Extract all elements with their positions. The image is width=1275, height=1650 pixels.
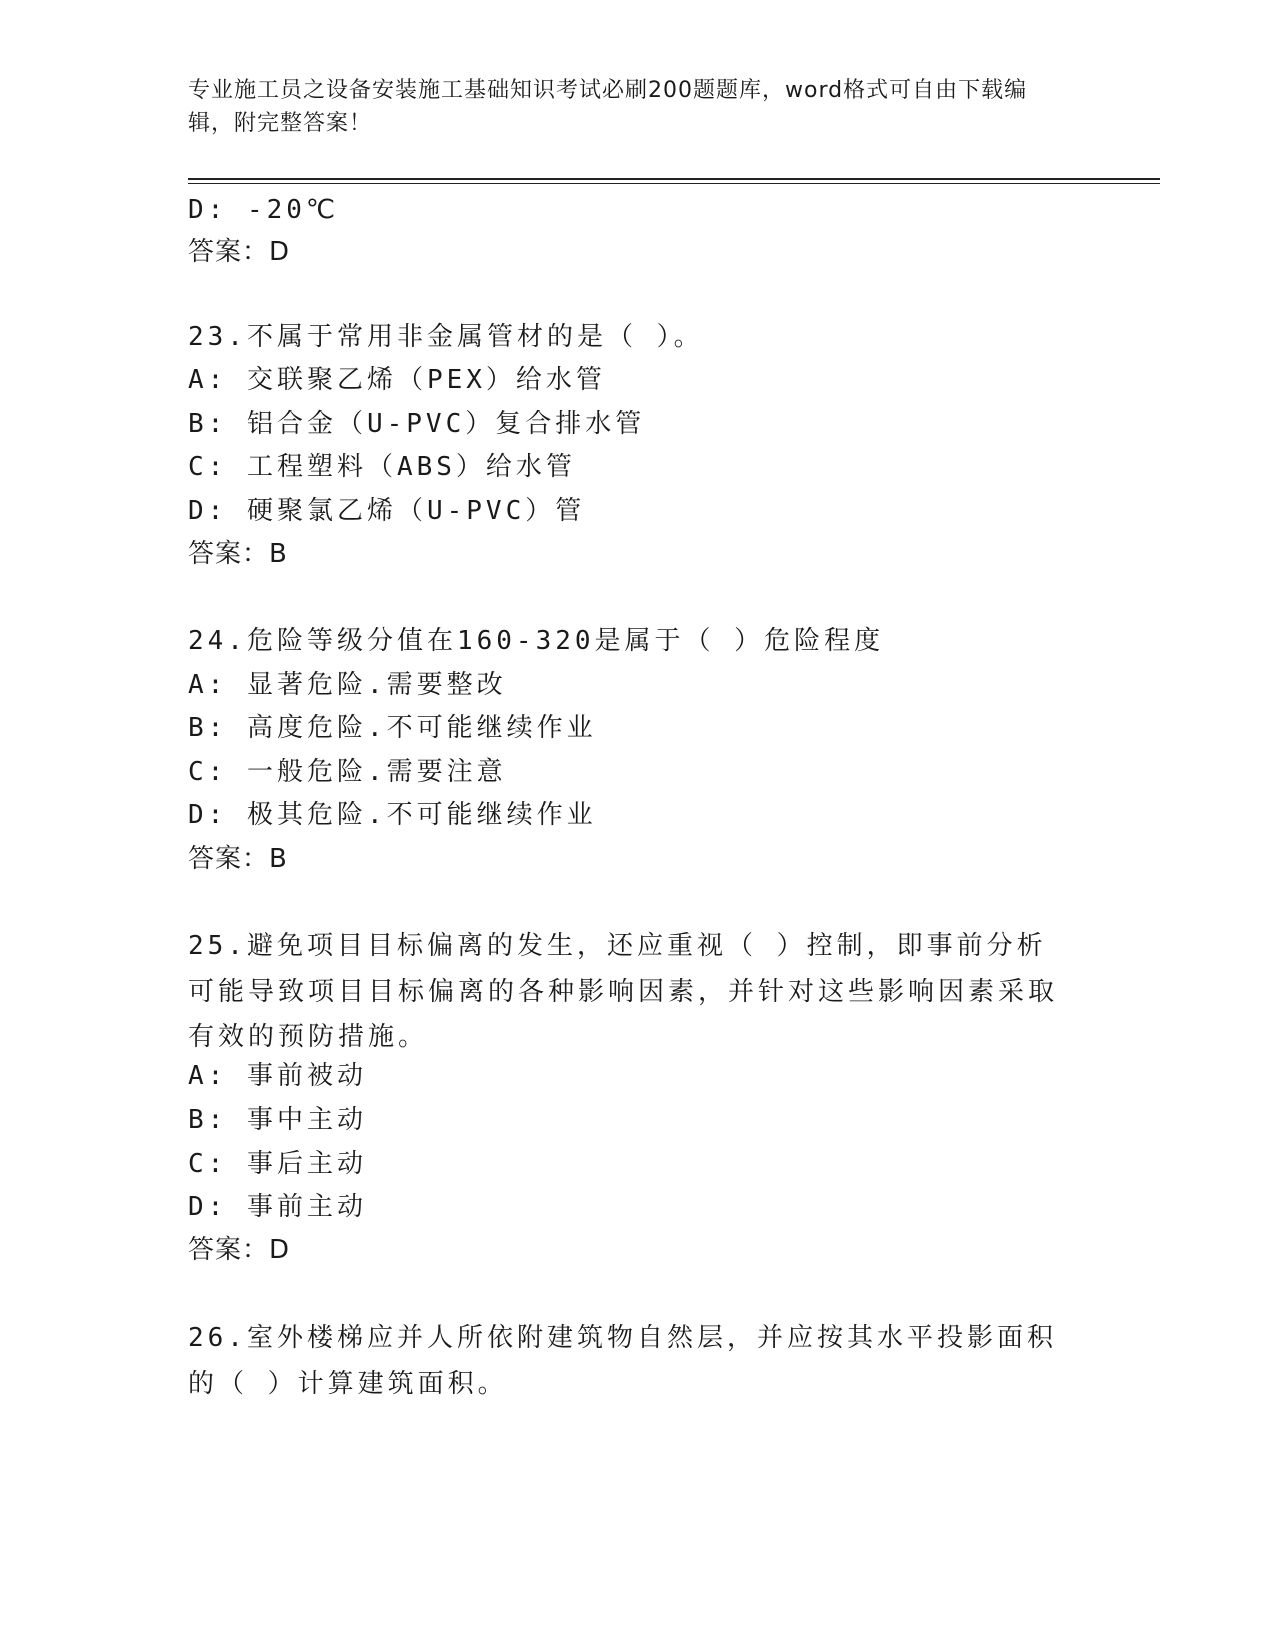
header-divider-thick (188, 178, 1160, 180)
q23-option-c: C: 工程塑料（ABS）给水管 (188, 452, 576, 482)
header-divider-thin (188, 183, 1160, 184)
q23-option-b: B: 铝合金（U-PVC）复合排水管 (188, 409, 646, 439)
q25-option-a: A: 事前被动 (188, 1061, 367, 1091)
q25-option-b: B: 事中主动 (188, 1105, 367, 1135)
q24-option-c: C: 一般危险.需要注意 (188, 757, 507, 787)
q23-option-a: A: 交联聚乙烯（PEX）给水管 (188, 365, 606, 395)
q24-answer: 答案：B (188, 844, 288, 874)
q23-option-d: D: 硬聚氯乙烯（U-PVC）管 (188, 496, 586, 526)
q24-stem: 24.危险等级分值在160-320是属于（ ）危险程度 (188, 626, 885, 656)
q26-stem: 26.室外楼梯应并人所依附建筑物自然层，并应按其水平投影面积的（ ）计算建筑面积。 (188, 1323, 1057, 1399)
q23-answer: 答案：B (188, 539, 288, 569)
q24-option-d: D: 极其危险.不可能继续作业 (188, 800, 597, 830)
q24-option-b: B: 高度危险.不可能继续作业 (188, 713, 597, 743)
document-header: 专业施工员之设备安装施工基础知识考试必刷200题题库，word格式可自由下载编辑，附完整答案！ (188, 78, 1028, 136)
q24-option-a: A: 显著危险.需要整改 (188, 670, 507, 700)
q25-stem: 25.避免项目目标偏离的发生，还应重视（ ）控制，即事前分析可能导致项目目标偏离的各种影响因素，并针对这些影响因素采取有效的预防措施。 (188, 931, 1059, 1052)
q25-option-d: D: 事前主动 (188, 1192, 367, 1222)
q25-answer: 答案：D (188, 1235, 291, 1265)
q22-answer: 答案：D (188, 237, 291, 267)
q25-option-c: C: 事后主动 (188, 1149, 367, 1179)
q22-option-d: D: -20℃ (188, 195, 340, 225)
q23-stem: 23.不属于常用非金属管材的是（ ）。 (188, 322, 704, 352)
